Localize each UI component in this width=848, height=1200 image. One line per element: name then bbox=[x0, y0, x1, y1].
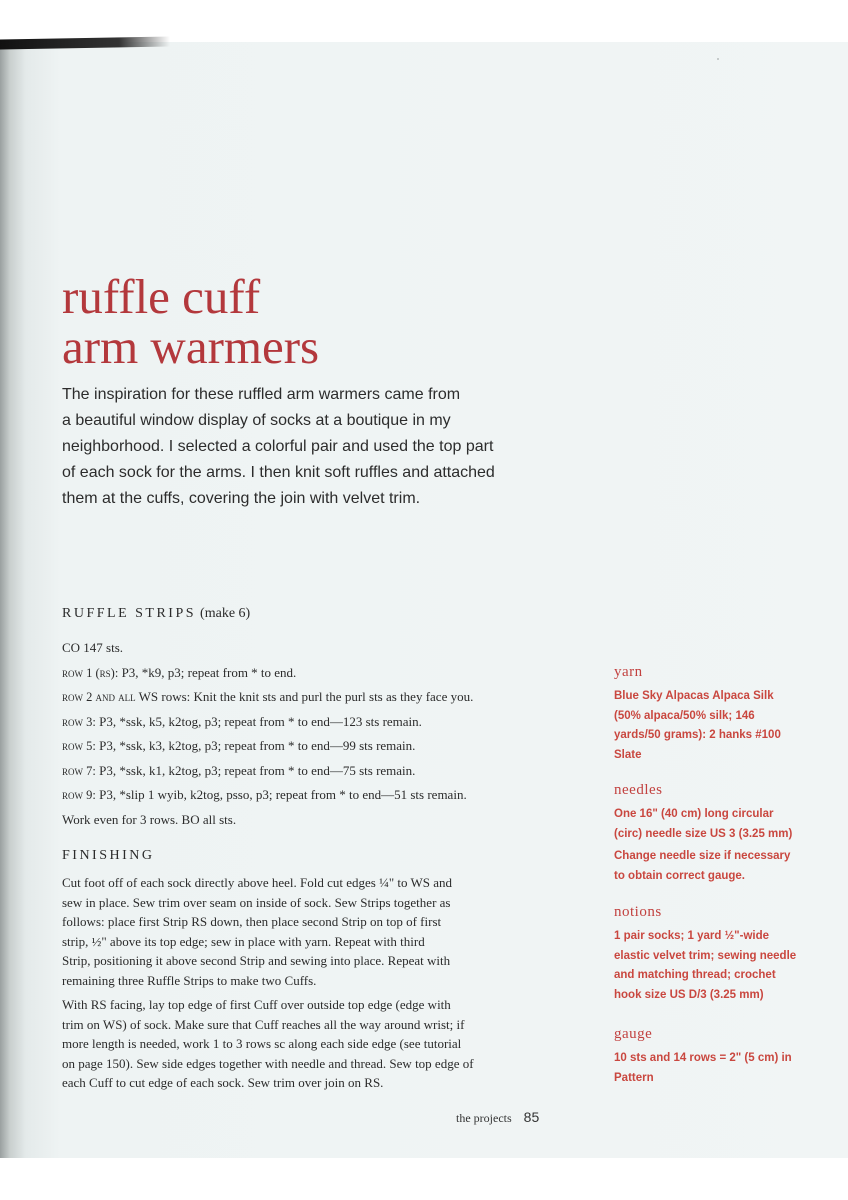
row-label: row 7: bbox=[62, 763, 96, 778]
row-text: P3, *k9, p3; repeat from * to end. bbox=[118, 664, 297, 680]
instruction-line bbox=[62, 710, 562, 735]
notions-block bbox=[614, 904, 829, 1005]
ruffle-strips-instructions bbox=[62, 636, 562, 832]
paper-speck bbox=[717, 58, 719, 60]
instruction-line bbox=[62, 636, 562, 661]
finishing-line: each Cuff to cut edge of each sock. Sew trim over join on RS. bbox=[62, 1075, 384, 1090]
page-footer bbox=[456, 1109, 539, 1127]
needles-line: (circ) needle size US 3 (3.25 mm) bbox=[614, 827, 793, 840]
notions-line: elastic velvet trim; sewing needle bbox=[614, 949, 797, 962]
finishing-paragraph-1 bbox=[62, 873, 562, 990]
row-text: Work even for 3 rows. BO all sts. bbox=[62, 811, 237, 827]
row-label: row 2 and all bbox=[62, 690, 136, 704]
needles-note-line: Change needle size if necessary bbox=[614, 850, 791, 862]
notions-text bbox=[614, 927, 829, 1005]
row-text: P3, *ssk, k1, k2tog, p3; repeat from * to end—75 sts remain. bbox=[95, 762, 416, 778]
notions-line: and matching thread; crochet bbox=[614, 969, 776, 981]
yarn-line: Slate bbox=[614, 748, 642, 761]
yarn-line: yards/50 grams): 2 hanks #100 bbox=[614, 729, 781, 741]
finishing-line: follows: place first Strip RS down, then place second Strip on top of first bbox=[62, 914, 442, 929]
ruffle-strips-heading-text: RUFFLE STRIPS bbox=[62, 606, 197, 621]
title-line-2: arm warmers bbox=[62, 319, 320, 374]
finishing-text bbox=[62, 873, 562, 1098]
finishing-line: sew in place. Sew trim over seam on inside of sock. Sew Strips together as bbox=[62, 894, 451, 910]
instruction-line bbox=[62, 759, 562, 784]
instruction-line bbox=[62, 685, 562, 710]
notions-line: 1 pair socks; 1 yard ½"-wide bbox=[614, 930, 770, 942]
yarn-block bbox=[614, 664, 829, 765]
row-text: P3, *slip 1 wyib, k2tog, psso, p3; repeat from * to end—51 sts remain. bbox=[95, 787, 467, 802]
gauge-line: 10 sts and 14 rows = 2" (5 cm) in bbox=[614, 1052, 792, 1064]
row-label: row 5: bbox=[62, 739, 96, 753]
gauge-block bbox=[614, 1026, 829, 1088]
row-text: P3, *ssk, k3, k2tog, p3; repeat from * to end—99 sts remain. bbox=[95, 738, 416, 753]
page-title bbox=[62, 269, 320, 374]
finishing-line: trim on WS) of sock. Make sure that Cuff reaches all the way around wrist; if bbox=[62, 1016, 465, 1032]
notions-line: hook size US D/3 (3.25 mm) bbox=[614, 988, 764, 1001]
instruction-line bbox=[62, 783, 562, 808]
yarn-text bbox=[614, 687, 829, 765]
needles-note-line: to obtain correct gauge. bbox=[614, 869, 745, 882]
needles-heading: needles bbox=[614, 782, 663, 798]
instruction-line bbox=[62, 661, 562, 686]
intro-line: a beautiful window display of socks at a boutique in my bbox=[62, 412, 451, 429]
ruffle-strips-note: (make 6) bbox=[200, 606, 251, 621]
row-label: row 9: bbox=[62, 788, 96, 802]
row-text: P3, *ssk, k5, k2tog, p3; repeat from * to end—123 sts remain. bbox=[95, 713, 422, 729]
yarn-heading: yarn bbox=[614, 664, 643, 680]
needles-note bbox=[614, 847, 829, 886]
finishing-paragraph-2 bbox=[62, 995, 562, 1093]
intro-line: of each sock for the arms. I then knit soft ruffles and attached bbox=[62, 464, 495, 481]
finishing-line: strip, ½" above its top edge; sew in place with yarn. Repeat with third bbox=[62, 933, 425, 949]
gauge-text bbox=[614, 1049, 829, 1088]
intro-line: them at the cuffs, covering the join with velvet trim. bbox=[62, 490, 421, 507]
finishing-heading: FINISHING bbox=[62, 848, 155, 863]
intro-line: The inspiration for these ruffled arm warmers came from bbox=[62, 386, 461, 403]
needles-line: One 16" (40 cm) long circular bbox=[614, 808, 774, 820]
finishing-line: Strip, positioning it above second Strip and sewing into place. Repeat with bbox=[62, 953, 451, 968]
instruction-line bbox=[62, 808, 562, 833]
instruction-line bbox=[62, 734, 562, 759]
needles-text bbox=[614, 805, 829, 844]
footer-section-name: the projects bbox=[456, 1111, 512, 1125]
row-label: row 3: bbox=[62, 714, 96, 729]
finishing-line: Cut foot off of each sock directly above heel. Fold cut edges ¼" to WS and bbox=[62, 875, 453, 890]
gauge-heading: gauge bbox=[614, 1026, 653, 1042]
yarn-line: (50% alpaca/50% silk; 146 bbox=[614, 709, 755, 722]
row-text: CO 147 sts. bbox=[62, 640, 124, 655]
ruffle-strips-heading bbox=[62, 606, 250, 622]
finishing-line: With RS facing, lay top edge of first Cuff over outside top edge (edge with bbox=[62, 997, 451, 1012]
gauge-line: Pattern bbox=[614, 1071, 654, 1084]
page-number: 85 bbox=[523, 1109, 540, 1125]
finishing-line: on page 150). Sew side edges together with needle and thread. Sew top edge of bbox=[62, 1055, 474, 1071]
notions-heading: notions bbox=[614, 904, 662, 920]
row-label: row 1 (rs): bbox=[62, 665, 119, 680]
finishing-line: more length is needed, work 1 to 3 rows sc along each side edge (see tutorial bbox=[62, 1036, 462, 1051]
row-text: WS rows: Knit the knit sts and purl the purl sts as they face you. bbox=[135, 689, 474, 704]
needles-block bbox=[614, 782, 829, 886]
title-line-1: ruffle cuff bbox=[62, 269, 261, 324]
finishing-line: remaining three Ruffle Strips to make two Cuffs. bbox=[62, 972, 317, 988]
intro-paragraph bbox=[62, 382, 582, 512]
intro-line: neighborhood. I selected a colorful pair and used the top part bbox=[62, 438, 494, 455]
yarn-line: Blue Sky Alpacas Alpaca Silk bbox=[614, 690, 774, 702]
